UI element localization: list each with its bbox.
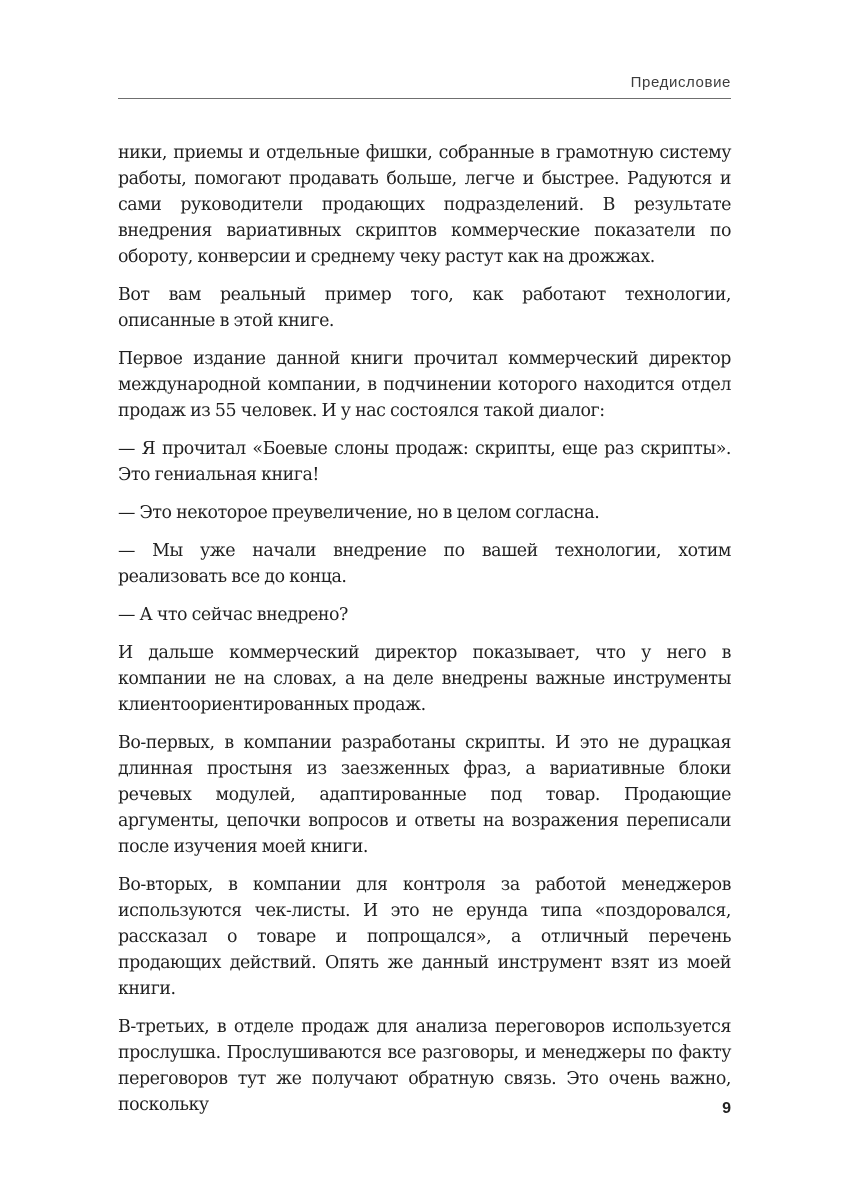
section-title: Предисловие <box>630 74 731 91</box>
page-number: 9 <box>722 1100 731 1117</box>
paragraph: ники, приемы и отдельные фишки, собранные в грамотную систему работы, помогают продавать больше, легче и быстрее. Радуются и сами руководители продающих подразделений. В результате внедрения вариативных скриптов коммерческие показатели по обороту, конверсии и среднему чеку растут как на дрожжах. <box>118 143 731 267</box>
dialogue-line: — Я прочитал «Боевые слоны продаж: скрипты, еще раз скрипты». Это гениальная книга! <box>118 439 731 485</box>
paragraph: И дальше коммерческий директор показывает, что у него в компании не на словах, а на деле внедрены важные инструменты клиентоориентированных продаж. <box>118 643 731 715</box>
dialogue-line: — А что сейчас внедрено? <box>118 605 348 625</box>
dialogue-line: — Мы уже начали внедрение по вашей технологии, хотим реализовать все до конца. <box>118 541 731 587</box>
dialogue-line: — Это некоторое преувеличение, но в целом согласна. <box>118 503 600 523</box>
paragraph: Во-вторых, в компании для контроля за работой менеджеров используются чек-листы. И это не ерунда типа «поздоровался, рассказал о товаре и попрощался», а отличный перечень продающих действий. Опять же данный инструмент взят из моей книги. <box>118 875 731 999</box>
paragraph: Первое издание данной книги прочитал коммерческий директор международной компании, в подчинении которого находится отдел продаж из 55 человек. И у нас состоялся такой диалог: <box>118 349 731 421</box>
body-text <box>118 140 731 1130</box>
paragraph: В-третьих, в отделе продаж для анализа переговоров используется прослушка. Прослушиваются все разговоры, и менеджеры по факту переговоров тут же получают обратную связь. Это очень важно, поскольку <box>118 1017 731 1115</box>
paragraph: Вот вам реальный пример того, как работают технологии, описанные в этой книге. <box>118 285 731 331</box>
running-header <box>118 72 731 99</box>
paragraph: Во-первых, в компании разработаны скрипты. И это не дурацкая длинная простыня из заезженных фраз, а вариативные блоки речевых модулей, адаптированные под товар. Продающие аргументы, цепочки вопросов и ответы на возражения переписали после изучения моей книги. <box>118 733 731 857</box>
